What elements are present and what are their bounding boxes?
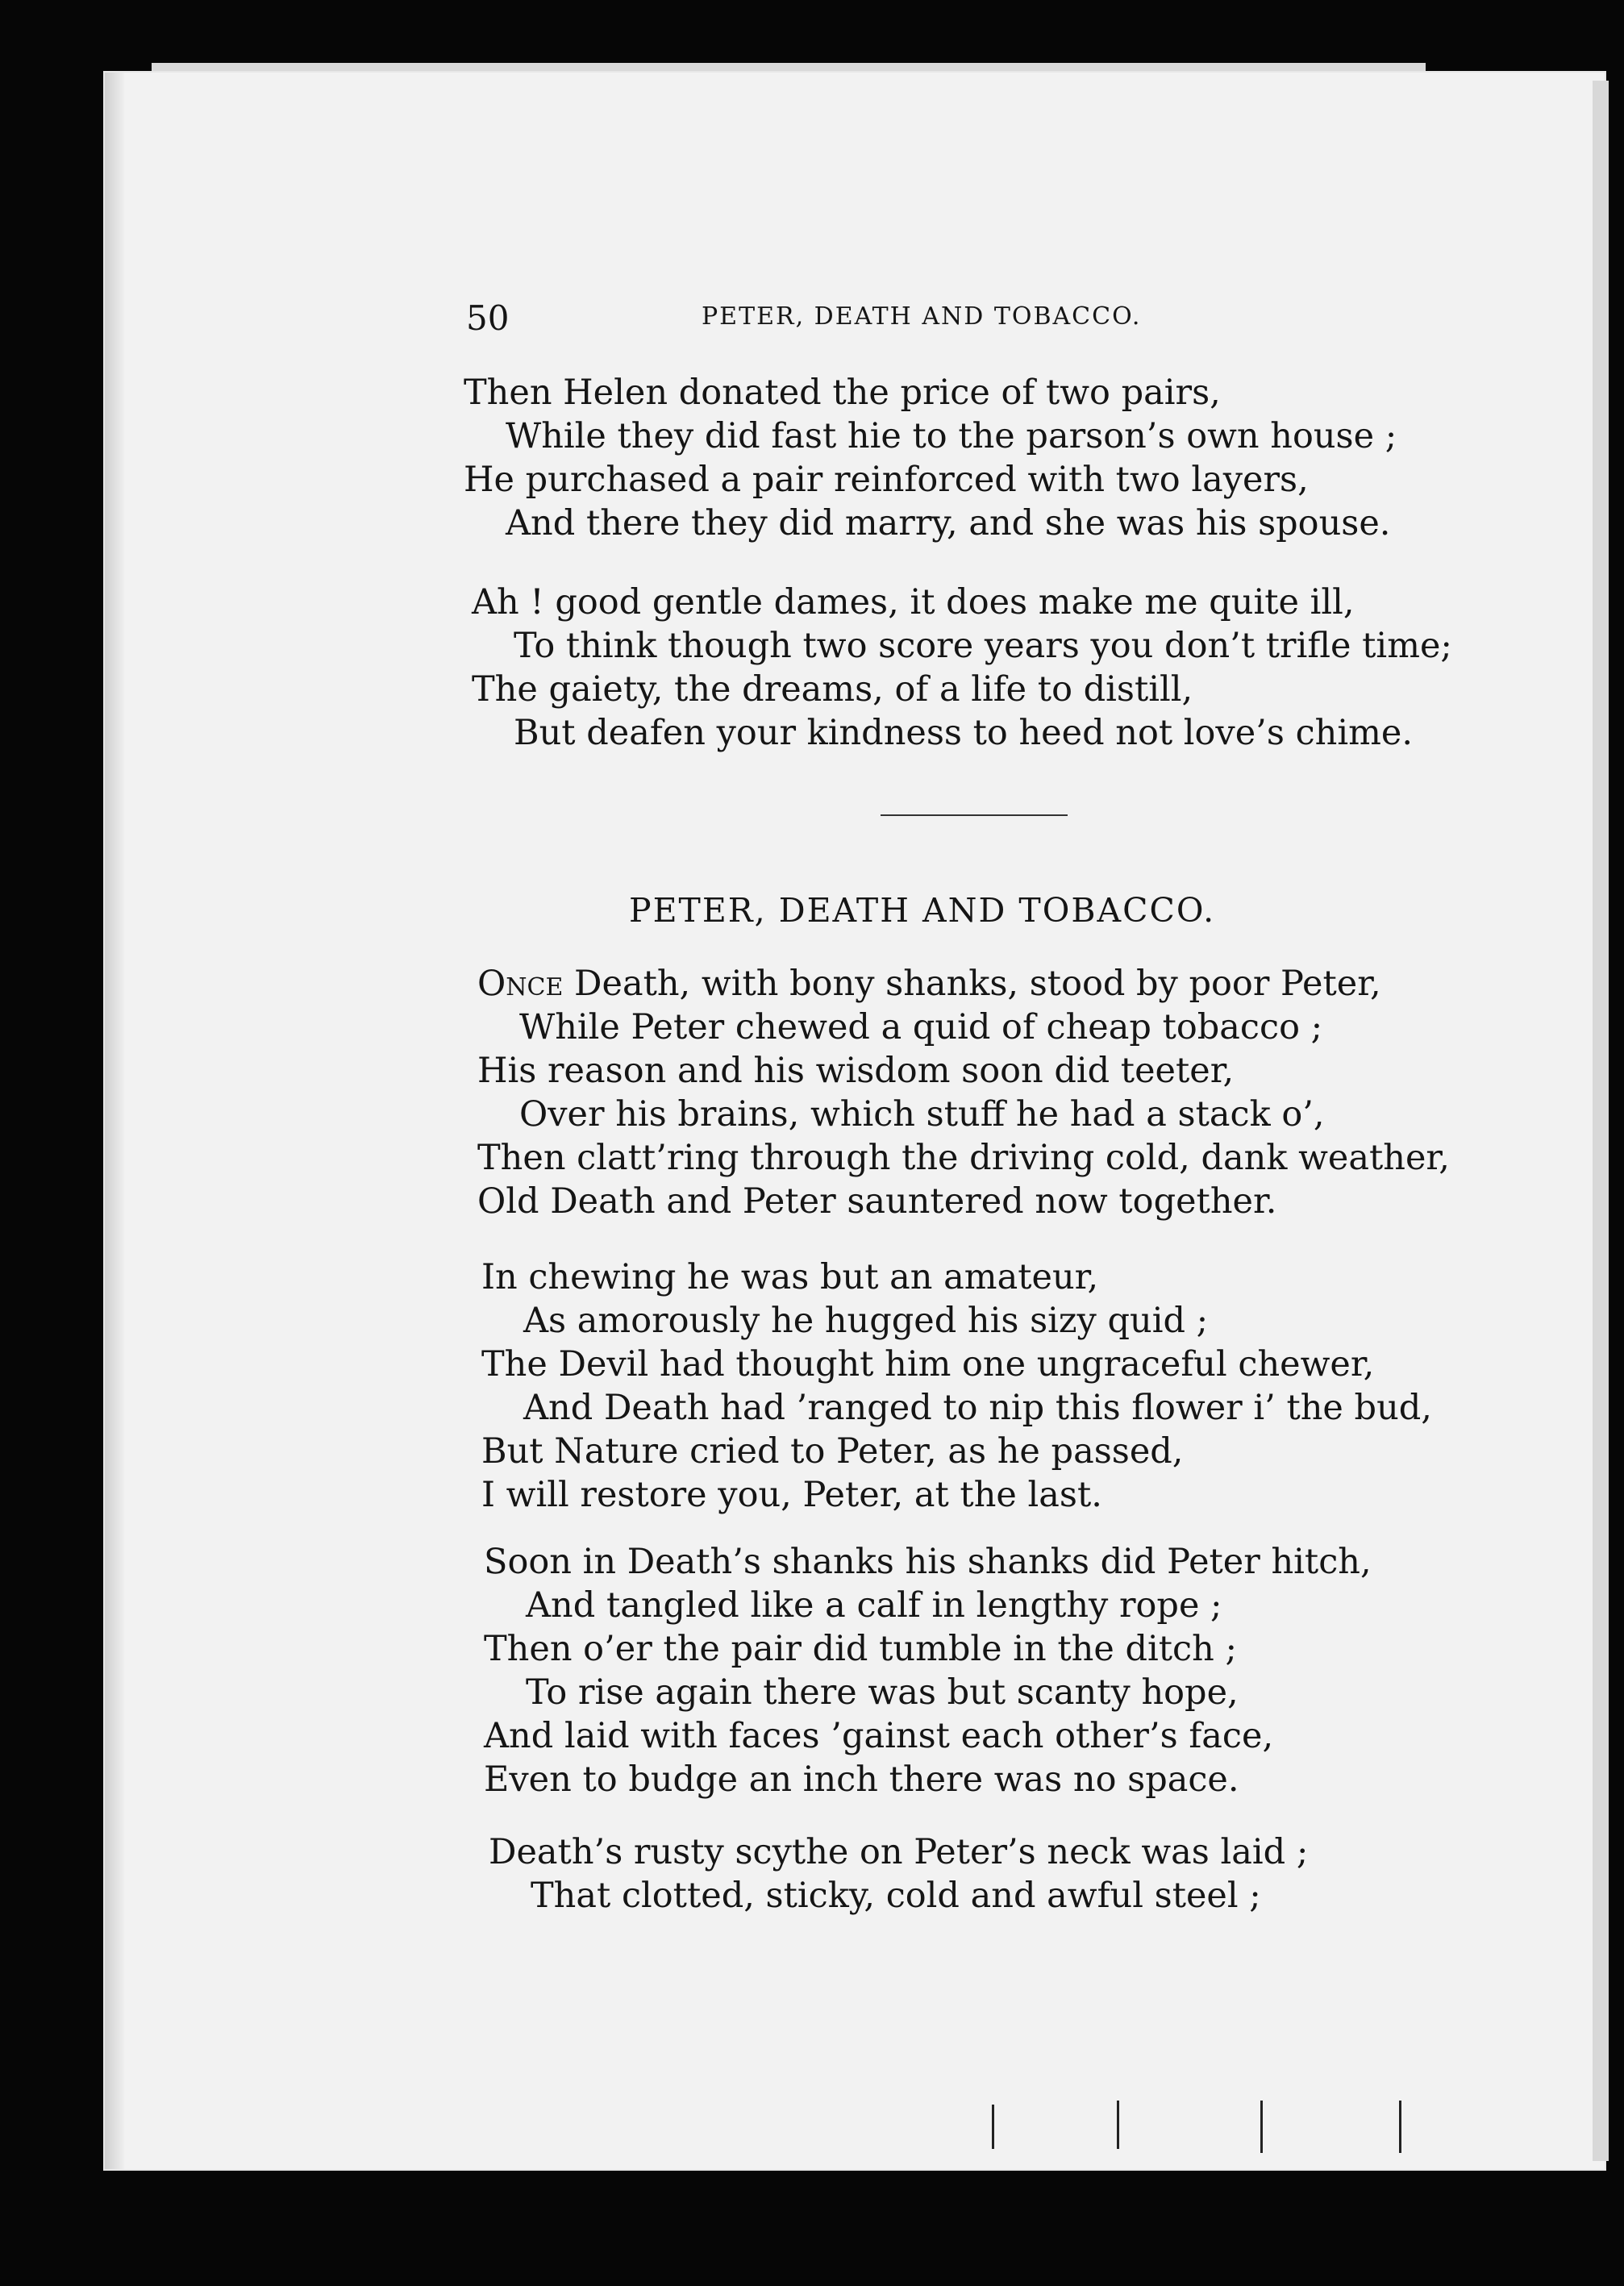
poem-stanza-2 xyxy=(481,1255,1432,1517)
poem-line: And tangled like a calf in lengthy rope ; xyxy=(526,1585,1222,1626)
poem-line: Death’s rusty scythe on Peter’s neck was laid ; xyxy=(489,1832,1309,1872)
poem-line: While Peter chewed a quid of cheap tobacco ; xyxy=(519,1007,1323,1047)
page-header xyxy=(466,298,1272,347)
poem-line: The gaiety, the dreams, of a life to distill, xyxy=(472,669,1193,710)
poem-line: I will restore you, Peter, at the last. xyxy=(481,1475,1102,1515)
poem-title: PETER, DEATH AND TOBACCO. xyxy=(629,891,1216,930)
poem-stanza-3 xyxy=(484,1540,1372,1801)
dropcap-word: Once xyxy=(477,964,564,1004)
poem-line: Ah ! good gentle dames, it does make me quite ill, xyxy=(472,582,1355,623)
first-line-rest: Death, with bony shanks, stood by poor Peter, xyxy=(563,964,1381,1004)
poem-stanza-1 xyxy=(477,962,1450,1223)
poem-line: He purchased a pair reinforced with two layers, xyxy=(464,460,1309,500)
poem-line: But deafen your kindness to heed not love’s chime. xyxy=(514,713,1413,753)
poem-line xyxy=(477,962,1450,1006)
poem-line: Then clatt’ring through the driving cold, dank weather, xyxy=(477,1138,1450,1178)
poem-stanza-4 xyxy=(489,1830,1308,1917)
poem-line: And Death had ’ranged to nip this flower i’ the bud, xyxy=(523,1388,1432,1428)
poem-line: Then o’er the pair did tumble in the ditch ; xyxy=(484,1629,1237,1669)
poem-line: Over his brains, which stuff he had a stack o’, xyxy=(519,1094,1325,1135)
poem-line: And there they did marry, and she was his spouse. xyxy=(506,503,1391,543)
poem-line: While they did fast hie to the parson’s own house ; xyxy=(506,416,1397,456)
poem-line: Then Helen donated the price of two pairs, xyxy=(464,373,1221,413)
page-number: 50 xyxy=(466,298,510,338)
stanza-previous-1 xyxy=(464,371,1397,545)
poem-line: And laid with faces ’gainst each other’s face, xyxy=(484,1716,1274,1756)
poem-line: To think though two score years you don’t trifle time; xyxy=(514,626,1452,666)
poem-line: To rise again there was but scanty hope, xyxy=(526,1672,1239,1713)
poem-line: As amorously he hugged his sizy quid ; xyxy=(523,1301,1209,1341)
poem-line: Soon in Death’s shanks his shanks did Peter hitch, xyxy=(484,1542,1372,1582)
poem-line: Even to budge an inch there was no space. xyxy=(484,1759,1239,1800)
poem-line: His reason and his wisdom soon did teeter, xyxy=(477,1051,1235,1091)
poem-line: That clotted, sticky, cold and awful steel ; xyxy=(531,1876,1261,1916)
poem-line: In chewing he was but an amateur, xyxy=(481,1257,1099,1297)
poem-line: But Nature cried to Peter, as he passed, xyxy=(481,1431,1184,1472)
running-title: PETER, DEATH AND TOBACCO. xyxy=(702,302,1142,331)
stanza-previous-2 xyxy=(472,581,1452,755)
poem-line: The Devil had thought him one ungraceful chewer, xyxy=(481,1344,1375,1385)
poem-line: Old Death and Peter sauntered now together. xyxy=(477,1181,1277,1222)
section-rule xyxy=(881,814,1068,816)
